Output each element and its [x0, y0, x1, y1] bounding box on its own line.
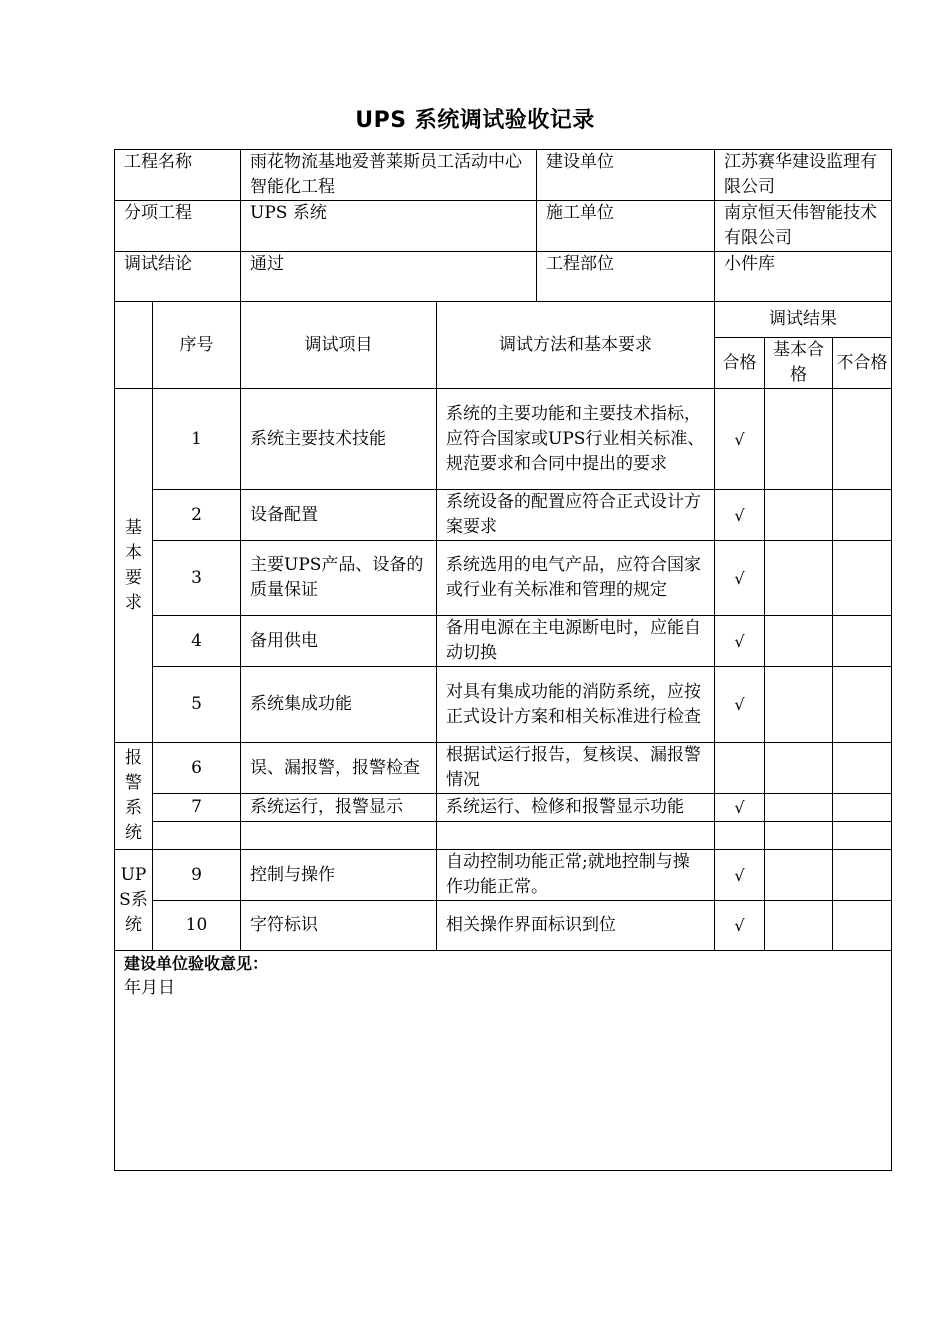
row-method: 系统选用的电气产品，应符合国家或行业有关标准和管理的规定 — [437, 541, 715, 616]
header-basic-pass: 基本合格 — [765, 338, 833, 389]
row-item: 控制与操作 — [241, 850, 437, 901]
row-basic-pass — [765, 743, 833, 794]
group-basic-label: 基本要求 — [115, 389, 153, 743]
row-method: 备用电源在主电源断电时，应能自动切换 — [437, 616, 715, 667]
header-seq: 序号 — [153, 302, 241, 389]
row-seq: 9 — [153, 850, 241, 901]
group-ups-label: UPS系统 — [115, 850, 153, 951]
row-pass — [715, 743, 765, 794]
row-seq: 3 — [153, 541, 241, 616]
row-item: 系统运行，报警显示 — [241, 794, 437, 822]
row-method: 系统设备的配置应符合正式设计方案要求 — [437, 490, 715, 541]
row-pass: √ — [715, 490, 765, 541]
group-alarm-label: 报警系统 — [115, 743, 153, 850]
row-fail — [833, 667, 892, 743]
row-basic-pass — [765, 850, 833, 901]
row-pass — [715, 822, 765, 850]
row-item: 误、漏报警，报警检查 — [241, 743, 437, 794]
table-row — [115, 850, 892, 901]
row-method: 系统运行、检修和报警显示功能 — [437, 794, 715, 822]
row-item: 字符标识 — [241, 901, 437, 951]
builder-label: 建设单位 — [537, 150, 715, 201]
row-basic-pass — [765, 490, 833, 541]
table-row — [115, 541, 892, 616]
location-value: 小件库 — [715, 252, 892, 302]
row-basic-pass — [765, 794, 833, 822]
row-method: 对具有集成功能的消防系统，应按正式设计方案和相关标准进行检查 — [437, 667, 715, 743]
row-pass: √ — [715, 389, 765, 490]
info-row-conclusion — [115, 252, 892, 302]
table-row — [115, 901, 892, 951]
table-row — [115, 616, 892, 667]
table-row — [115, 389, 892, 490]
header-fail: 不合格 — [833, 338, 892, 389]
sign-off-cell — [115, 951, 892, 1171]
row-basic-pass — [765, 901, 833, 951]
header-result: 调试结果 — [715, 302, 892, 338]
header-item: 调试项目 — [241, 302, 437, 389]
row-method: 相关操作界面标识到位 — [437, 901, 715, 951]
row-basic-pass — [765, 541, 833, 616]
row-basic-pass — [765, 389, 833, 490]
page-title: UPS 系统调试验收记录 — [355, 108, 595, 133]
row-pass: √ — [715, 541, 765, 616]
row-item: 主要UPS产品、设备的质量保证 — [241, 541, 437, 616]
sign-off-date: 年月日 — [124, 978, 175, 998]
project-name-label: 工程名称 — [115, 150, 241, 201]
row-item: 系统主要技术技能 — [241, 389, 437, 490]
sign-off-row — [115, 951, 892, 1171]
header-blank-cell — [115, 302, 153, 389]
row-fail — [833, 850, 892, 901]
row-basic-pass — [765, 822, 833, 850]
row-method: 根据试运行报告，复核误、漏报警情况 — [437, 743, 715, 794]
header-method: 调试方法和基本要求 — [437, 302, 715, 389]
row-seq: 1 — [153, 389, 241, 490]
info-row-project — [115, 150, 892, 201]
row-pass: √ — [715, 667, 765, 743]
acceptance-record-table — [114, 149, 892, 1171]
location-label: 工程部位 — [537, 252, 715, 302]
info-row-subproject — [115, 201, 892, 252]
sign-off-label: 建设单位验收意见： — [124, 954, 269, 973]
subproject-value: UPS 系统 — [241, 201, 537, 252]
row-seq: 10 — [153, 901, 241, 951]
row-fail — [833, 901, 892, 951]
header-pass: 合格 — [715, 338, 765, 389]
table-row — [115, 743, 892, 794]
row-basic-pass — [765, 667, 833, 743]
row-method: 自动控制功能正常;就地控制与操作功能正常。 — [437, 850, 715, 901]
contractor-label: 施工单位 — [537, 201, 715, 252]
row-seq: 7 — [153, 794, 241, 822]
row-method — [437, 822, 715, 850]
row-item: 系统集成功能 — [241, 667, 437, 743]
conclusion-value: 通过 — [241, 252, 537, 302]
table-row — [115, 490, 892, 541]
row-fail — [833, 794, 892, 822]
row-pass: √ — [715, 794, 765, 822]
row-item: 备用供电 — [241, 616, 437, 667]
table-row — [115, 822, 892, 850]
row-pass: √ — [715, 901, 765, 951]
subproject-label: 分项工程 — [115, 201, 241, 252]
row-basic-pass — [765, 616, 833, 667]
row-item — [241, 822, 437, 850]
row-fail — [833, 389, 892, 490]
conclusion-label: 调试结论 — [115, 252, 241, 302]
builder-value: 江苏赛华建设监理有限公司 — [715, 150, 892, 201]
row-method: 系统的主要功能和主要技术指标，应符合国家或UPS行业相关标准、规范要求和合同中提出的要求 — [437, 389, 715, 490]
row-seq: 6 — [153, 743, 241, 794]
row-fail — [833, 490, 892, 541]
row-fail — [833, 541, 892, 616]
row-pass: √ — [715, 616, 765, 667]
row-seq: 4 — [153, 616, 241, 667]
table-header-row — [115, 302, 892, 338]
row-fail — [833, 743, 892, 794]
row-fail — [833, 822, 892, 850]
row-seq — [153, 822, 241, 850]
row-pass: √ — [715, 850, 765, 901]
table-row — [115, 667, 892, 743]
project-name-value: 雨花物流基地爱普莱斯员工活动中心智能化工程 — [241, 150, 537, 201]
row-seq: 2 — [153, 490, 241, 541]
row-seq: 5 — [153, 667, 241, 743]
contractor-value: 南京恒天伟智能技术有限公司 — [715, 201, 892, 252]
row-fail — [833, 616, 892, 667]
row-item: 设备配置 — [241, 490, 437, 541]
table-row — [115, 794, 892, 822]
